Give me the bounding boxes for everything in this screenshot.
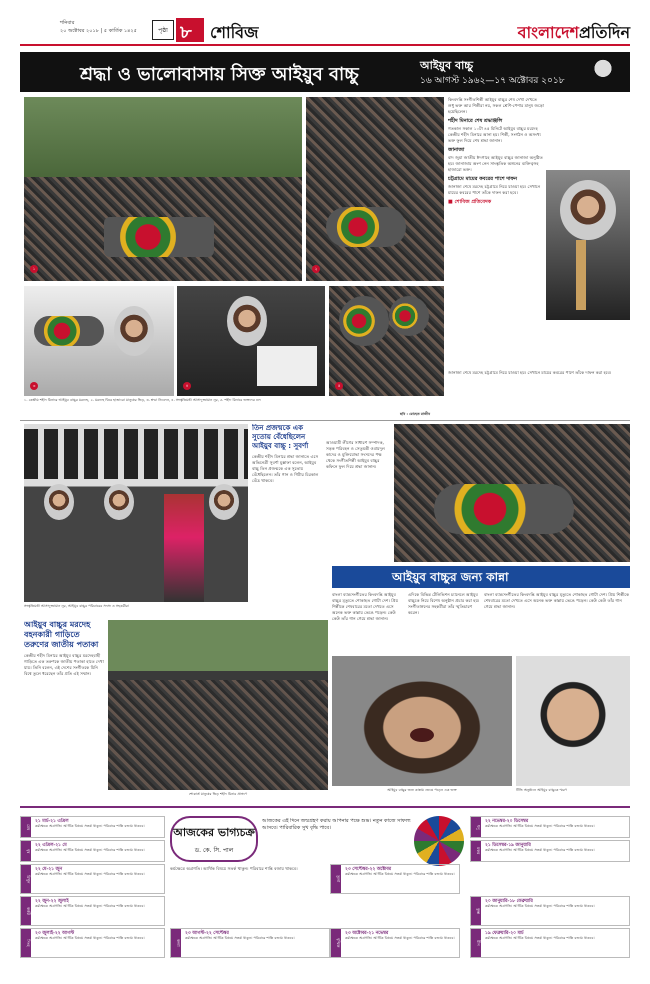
lead-banner [20, 52, 630, 92]
kanna-body-3: বাংলা ব্যান্ডসংগীতের কিংবদন্তি আইয়ুব বাচ্চুর মৃত্যুতে শোকাহত গোটা দেশ। প্রিয় শিল্পীকে শেষবারের মতো দেখতে এসে অনেক ভক্ত কান্নায় ভেঙে পড়েন। কেউ কেউ তাঁর গান গেয়ে শ্রদ্ধা জানান। [484, 592, 630, 609]
photo-caption: সংস্কৃতিমন্ত্রী আসাদুজ্জামান নূর, আইয়ুব বাচ্চুর পরিবারের সদস্য ও সহকর্মীরা [24, 604, 129, 608]
sign-forecast: কর্মক্ষেত্রে অগ্রগতি। আর্থিক বিষয়ে সতর্ক থাকুন। পরিবারে শান্তি বজায় থাকবে। [35, 848, 145, 852]
sign-name: কর্কট [21, 897, 31, 925]
sign-name: মেষ [21, 817, 31, 837]
photo-ayub-bachchu-guitar [546, 170, 630, 320]
lead-headline: শ্রদ্ধা ও ভালোবাসায় সিক্ত আইয়ুব বাচ্চু [80, 64, 359, 85]
horoscope-author: ড. কে. সি. পাল [194, 847, 234, 854]
sign-date-range: ২০ জানুয়ারি-১৮ ফেব্রুয়ারি [485, 899, 533, 904]
subhead-janaza: জানাজা [448, 147, 465, 153]
horoscope-title-box [170, 816, 258, 862]
horoscope-sign [470, 896, 630, 926]
horoscope-sign [20, 864, 165, 894]
quote-headline: তিন প্রজন্মকে এক সুতোয় বেঁধেছিলেন আইয়ুব বাচ্চু : সুবর্ণা [252, 424, 309, 450]
article-paragraph: গতকাল সকাল ১০টা ৪৫ মিনিটে আইয়ুব বাচ্চুর মরদেহ কেন্দ্রীয় শহীদ মিনারে আনা হয়। শিল্পী, সংগঠন ও অসংখ্য ভক্ত ফুল দিয়ে শেষ শ্রদ্ধা জানান। [448, 126, 541, 143]
zodiac-wheel-icon [414, 816, 464, 866]
sign-name: তুলা [331, 865, 341, 893]
sign-forecast: কর্মক্ষেত্রে অগ্রগতি। আর্থিক বিষয়ে সতর্ক থাকুন। পরিবারে শান্তি বজায় থাকবে। [485, 904, 595, 908]
sign-forecast: কর্মক্ষেত্রে অগ্রগতি। আর্থিক বিষয়ে সতর্ক থাকুন। পরিবারে শান্তি বজায় থাকবে। [345, 872, 455, 876]
photo-tribute-1: ৩ [24, 286, 174, 396]
sign-forecast: কর্মক্ষেত্রে অগ্রগতি। আর্থিক বিষয়ে সতর্ক থাকুন। পরিবারে শান্তি বজায় থাকবে। [35, 936, 145, 940]
photo-caption: টিভি অনুষ্ঠানে আইয়ুব বাচ্চুকে স্মরণ [516, 788, 567, 792]
side-note-text: আওয়ামী লীগের সাধারণ সম্পাদক, সড়ক পরিবহন ও সেতুমন্ত্রী ওবায়দুল কাদের ও মুক্তিযোদ্ধা সংসদের পক্ষ থেকে সংগীতশিল্পী আইয়ুব বাচ্চুর কফিনে ফুল দিয়ে শ্রদ্ধা জানান। [326, 440, 385, 469]
sign-date-range: ২২ এপ্রিল-২১ মে [35, 843, 67, 848]
sign-date-range: ২২ মে-২১ জুন [35, 867, 63, 872]
divider [20, 420, 630, 421]
section-title: শোবিজ [210, 23, 259, 42]
kanna-headline: আইয়ুব বাচ্চুর জন্য কান্না [392, 570, 509, 584]
photo-caption: আইয়ুব বাচ্চুর জন্য কান্নায় ভেঙে পড়েন এক ভক্ত [387, 788, 457, 792]
photo-crying-fan [332, 656, 512, 786]
sign-name: বৃশ্চিক [331, 929, 341, 957]
page-number: ৮ [180, 22, 192, 43]
sign-forecast: কর্মক্ষেত্রে অগ্রগতি। আর্থিক বিষয়ে সতর্ক থাকুন। পরিবারে শান্তি বজায় থাকবে। [35, 872, 145, 876]
horoscope-sign [470, 816, 630, 838]
issue-day: শনিবার [60, 20, 75, 26]
sign-forecast: কর্মক্ষেত্রে অগ্রগতি। আর্থিক বিষয়ে সতর্ক থাকুন। পরিবারে শান্তি বজায় থাকবে। [485, 936, 595, 940]
flag-story-body: কেন্দ্রীয় শহীদ মিনারে আইয়ুব বাচ্চুর মরদেহবাহী গাড়িতে এক তরুণকে জাতীয় পতাকা হাতে দেখা যায়। তিনি বলেন, এই দেশের সংগীতকে যিনি বিশ্বে তুলে ধরেছেন তাঁর প্রতি এই সম্মান। [24, 653, 104, 676]
masthead-brand: বাংলাদেশপ্রতিদিন [517, 23, 630, 42]
article-right-column [448, 97, 544, 367]
photo-tribute-3: ৫ [329, 286, 444, 396]
photo-credit: ছবি : রোহেত রাজীব [400, 412, 431, 416]
side-note [326, 440, 390, 550]
horoscope-intro: আজকের এই দিনে জন্মগ্রহণ করায় আপনার পক্ষে শুভ। নতুন কাজে সাফল্য আসবে। পারিবারিক সুখ বৃদ্ধি পাবে। [262, 818, 411, 831]
issue-date: ২০ অক্টোবর ২০১৮ | ৫ কার্তিক ১৪২৫ [60, 28, 137, 34]
quote-body: কেন্দ্রীয় শহীদ মিনারে শ্রদ্ধা জানাতে এসে অভিনেত্রী সুবর্ণা মুস্তাফা বলেন, আইয়ুব বাচ্চু তিন প্রজন্মকে এক সুতোয় বেঁধেছিলেন। তাঁর গান ও গিটার চিরকাল বেঁচে থাকবে। [252, 454, 319, 483]
photo-shaheed-minar: ১ [24, 97, 302, 281]
sign-forecast: কর্মক্ষেত্রে অগ্রগতি। আর্থিক বিষয়ে সতর্ক থাকুন। পরিবারে শান্তি বজায় থাকবে। [485, 824, 595, 828]
page-label: পৃষ্ঠা [152, 20, 174, 40]
sign-name: ধনু [471, 817, 481, 837]
flag-story-headline: আইয়ুব বাচ্চুর মরদেহ বহনকারী গাড়িতে তরুণের জাতীয় পতাকা [24, 620, 99, 649]
article-paragraph: বাদ জুমা জাতীয় ঈদগাহে আইয়ুব বাচ্চুর জানাজা অনুষ্ঠিত হয়। জানাজায় অংশ নেন সাংস্কৃতিক অঙ্গনের ব্যক্তিত্বসহ হাজারো ভক্ত। [448, 155, 543, 172]
horoscope-sign [20, 840, 165, 862]
sign-name: মীন [471, 929, 481, 957]
horoscope-sign [20, 928, 165, 958]
sign-date-range: ২১ মার্চ-২১ এপ্রিল [35, 819, 69, 824]
photo-crowd-street [108, 620, 328, 790]
portrait-icon [585, 54, 621, 90]
sign-date-range: ১৯ ফেব্রুয়ারি-২০ মার্চ [485, 931, 524, 936]
flag-story [24, 620, 104, 800]
sign-forecast: কর্মক্ষেত্রে অগ্রগতি। আর্থিক বিষয়ে সতর্ক থাকুন। পরিবারে শান্তি বজায় থাকবে। [345, 936, 455, 940]
kanna-banner [332, 566, 630, 588]
obituary-dates: ১৬ আগস্ট ১৯৬২—১৭ অক্টোবর ২০১৮ [420, 76, 565, 86]
page-header [20, 14, 630, 46]
sign-name: মকর [471, 841, 481, 861]
sign-date-range: ২৩ জুলাই-২২ আগস্ট [35, 931, 75, 936]
subhead-burial: চট্টগ্রামে মায়ের কবরের পাশে দাফন [448, 176, 518, 182]
horoscope-sign [20, 816, 165, 838]
sign-date-range: ২১ ডিসেম্বর-১৯ জানুয়ারি [485, 843, 531, 848]
photo-mourners-group [24, 424, 248, 602]
sign-date-range: ২২ নভেম্বর-২০ ডিসেম্বর [485, 819, 529, 824]
sign-name: সিংহ [21, 929, 31, 957]
article-intro: কিংবদন্তি সংগীতশিল্পী আইয়ুব বাচ্চুর শেষ দেখা দেখতে শুধু ভক্ত আর শিল্পীরা নয়, সকল শ্রেণি-পেশার মানুষ জড়ো হয়েছিলেন। [448, 97, 544, 114]
kanna-body: বাংলা ব্যান্ডসংগীতের কিংবদন্তি আইয়ুব বাচ্চুর মৃত্যুতে শোকাহত গোটা দেশ। প্রিয় শিল্পীকে শেষবারের মতো দেখতে এসে অনেক ভক্ত কান্নায় ভেঙে পড়েন। কেউ কেউ তাঁর গান গেয়ে শ্রদ্ধা জানান। [332, 592, 399, 621]
obituary-name: আইয়ুব বাচ্চু [420, 59, 474, 72]
sign-name: মিথুন [21, 865, 31, 893]
article-paragraph: জানাজা শেষে মরদেহ চট্টগ্রামে নিয়ে যাওয়া হয়। সেখানে মায়ের কবরের পাশে তাঁকে দাফন করা হবে। [448, 184, 541, 195]
photo-tribute-2: ৪ [177, 286, 325, 396]
sign-forecast: কর্মক্ষেত্রে অগ্রগতি। আর্থিক বিষয়ে সতর্ক থাকুন। পরিবারে শান্তি বজায় থাকবে। [185, 936, 295, 940]
sign-name: বৃষ [21, 841, 31, 861]
horoscope-sign [20, 896, 165, 926]
horoscope-body: কর্মক্ষেত্রে অগ্রগতি। আর্থিক বিষয়ে সতর্ক থাকুন। পরিবারে শান্তি বজায় থাকবে। [170, 866, 298, 871]
sign-date-range: ২২ জুন-২২ জুলাই [35, 899, 69, 904]
horoscope-sign [330, 864, 460, 894]
photo-caption: ১. কেন্দ্রীয় শহীদ মিনারে আইয়ুব বাচ্চুর মরদেহ, ২. মরদেহ ঘিরে হাজারো মানুষের ভিড়, ৩. শ্রদ্ধা নিবেদন, ৪. সংস্কৃতিমন্ত্রী আসাদুজ্জামান নূর, ৫. শহীদ মিনারে ভক্তদের ঢল [24, 398, 261, 402]
photo-caption: শোকার্ত মানুষের ভিড় শহীদ মিনার প্রাঙ্গণে [188, 792, 248, 796]
header-rule [20, 44, 630, 46]
photo-coffin-flowers [394, 424, 630, 562]
horoscope-sign [330, 928, 460, 958]
horoscope-title: আজকের ভাগ্যচক্র [173, 826, 255, 839]
photo-tv-program [516, 656, 630, 786]
sign-name: কন্যা [171, 929, 181, 957]
sign-date-range: ২৩ সেপ্টেম্বর-২২ অক্টোবর [345, 867, 392, 872]
horoscope-sign [470, 840, 630, 862]
divider [20, 806, 630, 808]
sign-date-range: ২৩ আগস্ট-২২ সেপ্টেম্বর [185, 931, 229, 936]
photo-crowd-coffin: ২ [306, 97, 444, 281]
sign-name: কুম্ভ [471, 897, 481, 925]
horoscope-sign [470, 928, 630, 958]
sign-forecast: কর্মক্ষেত্রে অগ্রগতি। আর্থিক বিষয়ে সতর্ক থাকুন। পরিবারে শান্তি বজায় থাকবে। [35, 824, 145, 828]
kanna-body-2: এদিকে বিভিন্ন টেলিভিশন চ্যানেলে আইয়ুব বাচ্চুকে নিয়ে বিশেষ অনুষ্ঠান প্রচার করা হয়। সংগীতাঙ্গনের সহকর্মীরা তাঁর স্মৃতিচারণ করেন। [408, 592, 480, 615]
sign-date-range: ২৩ অক্টোবর-২১ নভেম্বর [345, 931, 389, 936]
sign-forecast: কর্মক্ষেত্রে অগ্রগতি। আর্থিক বিষয়ে সতর্ক থাকুন। পরিবারে শান্তি বজায় থাকবে। [35, 904, 145, 908]
quote-box [252, 424, 322, 604]
subhead-shaheed-minar: শহীদ মিনারে শেষ শ্রদ্ধাঞ্জলি [448, 118, 503, 124]
article-continued: জানাজা শেষে মরদেহ চট্টগ্রামে নিয়ে যাওয়া হয়। সেখানে মায়ের কবরের পাশে তাঁকে দাফন করা হবে। [448, 370, 612, 375]
sign-forecast: কর্মক্ষেত্রে অগ্রগতি। আর্থিক বিষয়ে সতর্ক থাকুন। পরিবারে শান্তি বজায় থাকবে। [485, 848, 595, 852]
byline: ■ শোবিজ প্রতিবেদক [448, 199, 492, 205]
horoscope-sign [170, 928, 330, 958]
